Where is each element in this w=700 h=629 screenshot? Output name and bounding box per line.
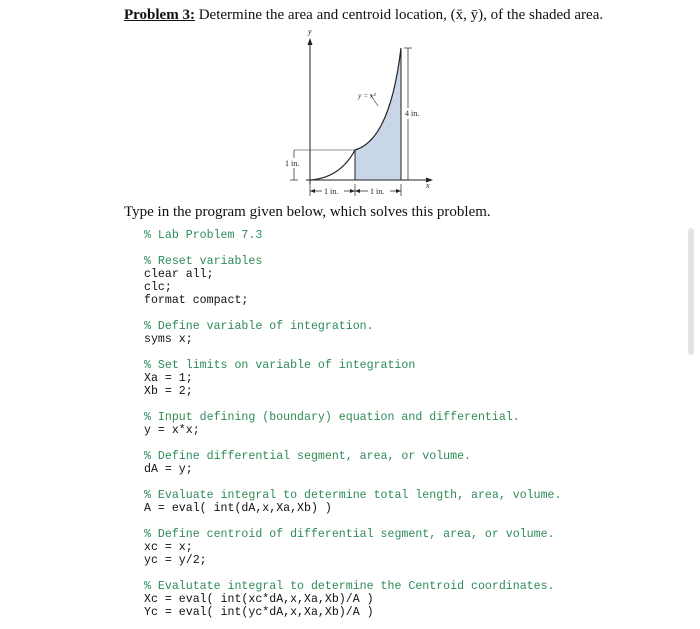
y-axis-arrow [308, 38, 313, 45]
problem-statement [124, 7, 603, 24]
code-line: format compact; [144, 294, 249, 307]
matlab-code-block [144, 229, 561, 619]
dim-arrow-1 [310, 189, 315, 193]
code-blank-line [144, 515, 561, 528]
code-comment-line: % Input defining (boundary) equation and differential. [144, 411, 520, 424]
dim-arrow-4 [396, 189, 401, 193]
y-axis-label: y [308, 28, 312, 36]
code-blank-line [144, 242, 561, 255]
code-blank-line [144, 398, 561, 411]
curve-label: y = x² [358, 91, 376, 100]
code-line: clc; [144, 281, 172, 294]
code-line: clear all; [144, 268, 214, 281]
dim-arrow-2 [350, 189, 355, 193]
dim-1in-left-label: 1 in. [285, 159, 300, 168]
code-blank-line [144, 437, 561, 450]
code-line: y = x*x; [144, 424, 200, 437]
code-line: Xb = 2; [144, 385, 193, 398]
x-axis-label: x [426, 181, 430, 190]
code-line: Yc = eval( int(yc*dA,x,Xa,Xb)/A ) [144, 606, 374, 619]
shaded-area-figure [270, 28, 440, 200]
code-comment-line: % Lab Problem 7.3 [144, 229, 263, 242]
code-comment-line: % Evaluate integral to determine total length, area, volume. [144, 489, 562, 502]
code-blank-line [144, 346, 561, 359]
code-line: dA = y; [144, 463, 193, 476]
code-line: syms x; [144, 333, 193, 346]
code-line: A = eval( int(dA,x,Xa,Xb) ) [144, 502, 332, 515]
problem-label: Problem 3: [124, 7, 195, 23]
code-blank-line [144, 567, 561, 580]
dim-1in-bottom-first: 1 in. [324, 187, 339, 196]
scrollbar[interactable] [688, 228, 694, 355]
code-blank-line [144, 476, 561, 489]
code-line: yc = y/2; [144, 554, 207, 567]
code-comment-line: % Define differential segment, area, or volume. [144, 450, 471, 463]
code-comment-line: % Define variable of integration. [144, 320, 374, 333]
problem-text: Determine the area and centroid location, (x̄, ȳ), of the shaded area. [194, 7, 604, 23]
code-line: Xc = eval( int(xc*dA,x,Xa,Xb)/A ) [144, 593, 374, 606]
code-comment-line: % Evalutate integral to determine the Centroid coordinates. [144, 580, 555, 593]
code-blank-line [144, 307, 561, 320]
shaded-region [355, 48, 401, 180]
dim-1in-bottom-second: 1 in. [370, 187, 385, 196]
code-comment-line: % Reset variables [144, 255, 263, 268]
code-line: Xa = 1; [144, 372, 193, 385]
dim-4in-label: 4 in. [405, 109, 420, 118]
dim-arrow-3 [355, 189, 360, 193]
code-line: xc = x; [144, 541, 193, 554]
instruction-text: Type in the program given below, which solves this problem. [124, 204, 491, 220]
code-comment-line: % Define centroid of differential segment, area, or volume. [144, 528, 555, 541]
code-comment-line: % Set limits on variable of integration [144, 359, 416, 372]
